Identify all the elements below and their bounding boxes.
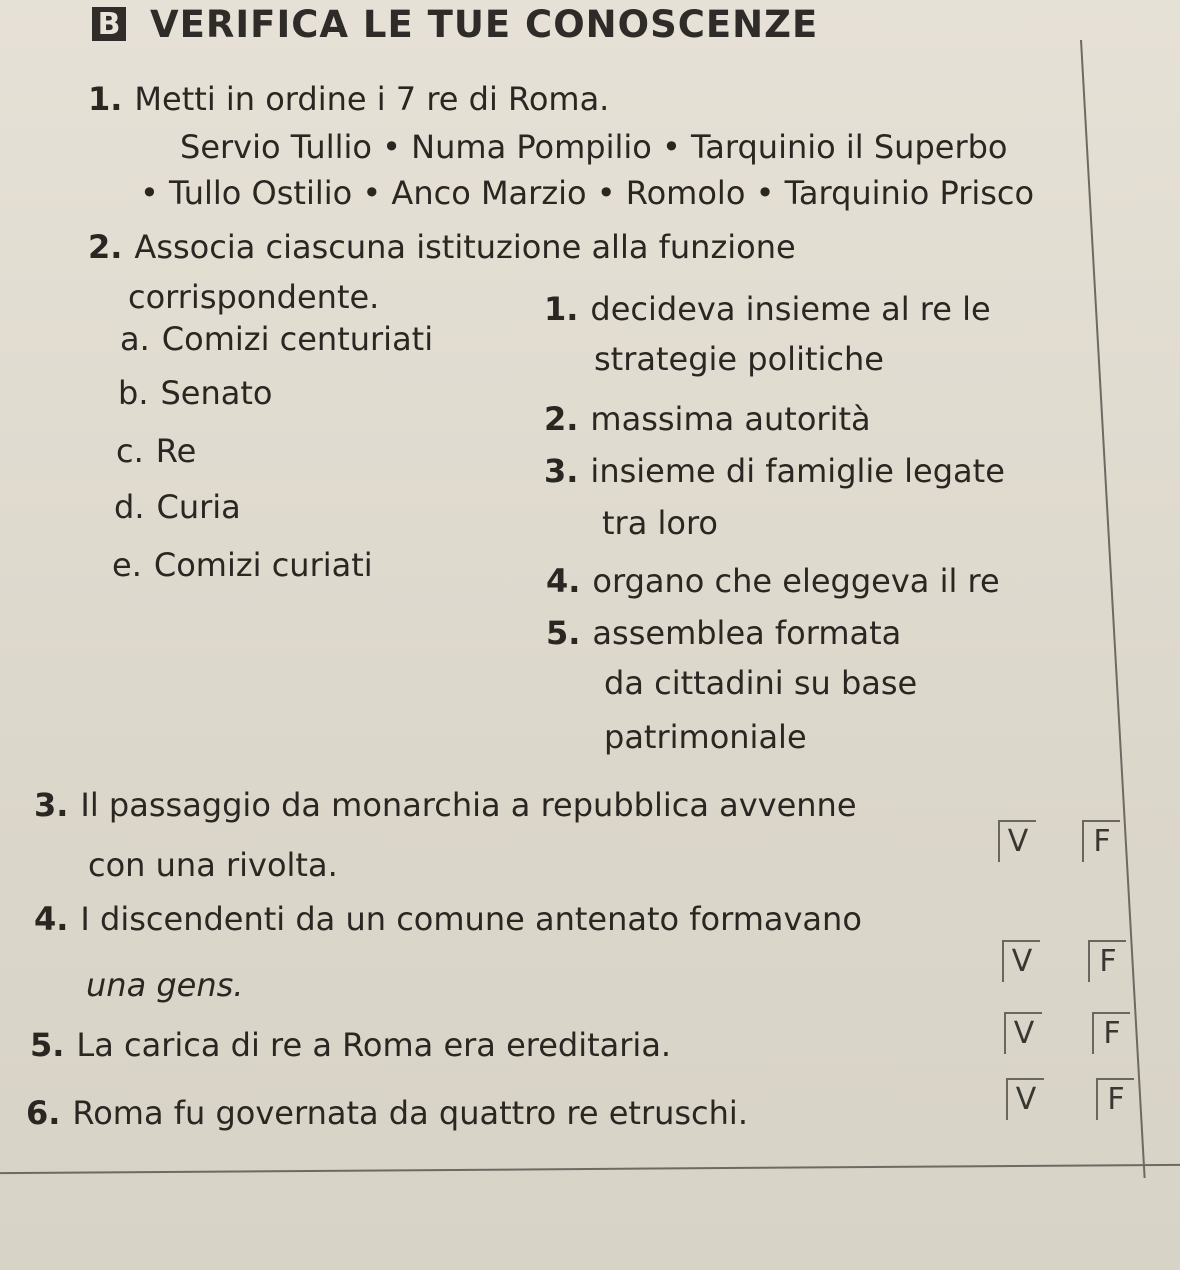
false-checkbox[interactable]: F (1082, 820, 1120, 862)
institution-label: Comizi centuriati (161, 320, 434, 358)
institution-label: Senato (160, 374, 273, 412)
institution-letter: d. (114, 488, 145, 526)
true-checkbox[interactable]: V (1004, 1012, 1042, 1054)
section-badge: B (92, 7, 126, 41)
function-item (544, 452, 1005, 490)
statement-number: 6. (26, 1094, 61, 1132)
statement-text-continued: una gens. (86, 966, 244, 1004)
function-text-continued: da cittadini su base (604, 664, 918, 702)
institution-label: Comizi curiati (153, 546, 373, 584)
statement-number: 5. (30, 1026, 65, 1064)
statement-number: 3. (34, 786, 69, 824)
function-text: decideva insieme al re le (590, 290, 991, 328)
function-text-continued: strategie politiche (594, 340, 884, 378)
true-checkbox[interactable]: V (1002, 940, 1040, 982)
function-number: 1. (544, 290, 579, 328)
page-border-right (1080, 40, 1180, 1178)
exercise-2-number: 2. (88, 228, 123, 266)
true-checkbox[interactable]: V (1006, 1078, 1044, 1120)
function-text-continued: tra loro (602, 504, 718, 542)
statement-text: Il passaggio da monarchia a repubblica avvenne (80, 786, 857, 824)
kings-list-line-2: • Tullo Ostilio • Anco Marzio • Romolo • Tarquinio Prisco (140, 174, 1035, 212)
false-checkbox[interactable]: F (1088, 940, 1126, 982)
function-number: 2. (544, 400, 579, 438)
institution-letter: e. (112, 546, 142, 584)
exercise-1-number: 1. (88, 80, 123, 118)
institution-item (120, 320, 433, 358)
institution-letter: c. (116, 432, 144, 470)
function-number: 3. (544, 452, 579, 490)
institution-item (114, 488, 241, 526)
statement-text: I discendenti da un comune antenato formavano (80, 900, 862, 938)
institution-label: Curia (156, 488, 241, 526)
page-border-bottom (0, 1164, 1180, 1174)
function-number: 5. (546, 614, 581, 652)
kings-list-line-1: Servio Tullio • Numa Pompilio • Tarquinio il Superbo (180, 128, 1008, 166)
exercise-2-text-line-2: corrispondente. (128, 278, 380, 316)
institution-label: Re (155, 432, 197, 470)
institution-item (116, 432, 196, 470)
exercise-1-text: Metti in ordine i 7 re di Roma. (134, 80, 610, 118)
institution-letter: b. (118, 374, 149, 412)
function-number: 4. (546, 562, 581, 600)
exercise-1-prompt (88, 80, 609, 118)
institution-item (118, 374, 273, 412)
true-false-statement (34, 786, 857, 824)
function-text: insieme di famiglie legate (590, 452, 1005, 490)
false-checkbox[interactable]: F (1092, 1012, 1130, 1054)
statement-text-continued: con una rivolta. (88, 846, 338, 884)
function-item (544, 400, 871, 438)
function-text: massima autorità (590, 400, 871, 438)
true-false-statement (26, 1094, 748, 1132)
section-header (92, 2, 818, 46)
statement-number: 4. (34, 900, 69, 938)
exercise-2-text-line-1: Associa ciascuna istituzione alla funzione (134, 228, 796, 266)
institution-letter: a. (120, 320, 150, 358)
section-title: VERIFICA LE TUE CONOSCENZE (150, 2, 819, 46)
true-false-statement (30, 1026, 671, 1064)
function-item (544, 290, 991, 328)
function-text: assemblea formata (592, 614, 902, 652)
function-text-continued: patrimoniale (604, 718, 807, 756)
institution-item (112, 546, 373, 584)
false-checkbox[interactable]: F (1096, 1078, 1134, 1120)
statement-text: Roma fu governata da quattro re etruschi. (72, 1094, 748, 1132)
function-item (546, 614, 901, 652)
function-text: organo che eleggeva il re (592, 562, 1000, 600)
true-checkbox[interactable]: V (998, 820, 1036, 862)
function-item (546, 562, 1000, 600)
statement-text: La carica di re a Roma era ereditaria. (76, 1026, 672, 1064)
true-false-statement (34, 900, 862, 938)
exercise-2-prompt (88, 228, 796, 266)
